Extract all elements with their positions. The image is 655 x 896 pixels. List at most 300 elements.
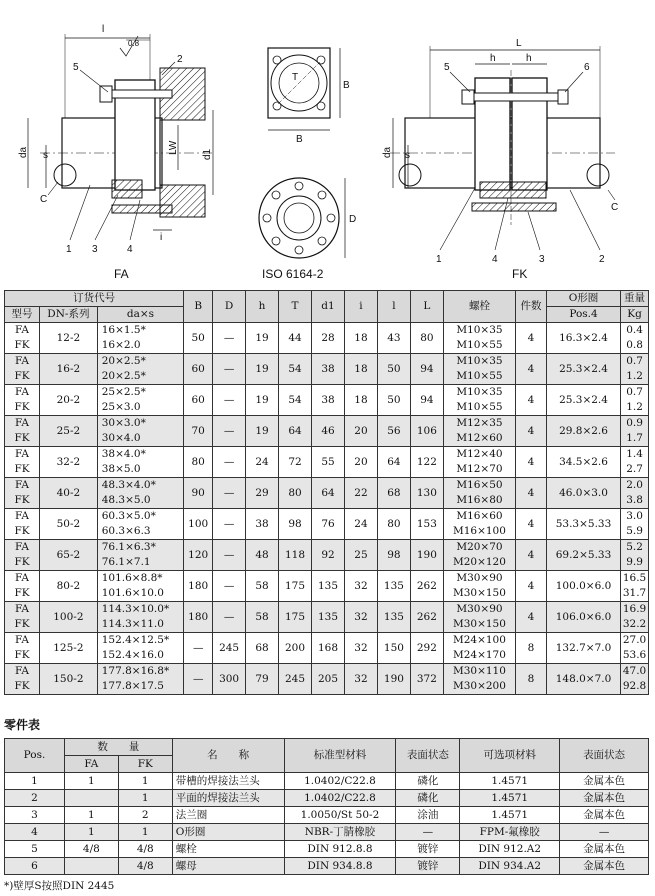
cell-bolt-value: M12×40 <box>456 448 503 460</box>
fk-caption: FK <box>512 267 528 281</box>
cell-d1 <box>312 633 345 664</box>
cell-type-value: FK <box>14 339 30 351</box>
cell-h <box>246 354 279 385</box>
cell-T-value: 54 <box>288 362 302 375</box>
fk-label-1: 1 <box>436 254 442 265</box>
cell-bolt-value: M20×120 <box>452 556 506 568</box>
parts-cell-material: 1.0402/C22.8 <box>284 773 396 790</box>
cell-bolt <box>443 602 515 633</box>
cell-bolt-value: M16×50 <box>456 479 503 491</box>
cell-kg <box>621 323 649 354</box>
cell-type-value: FA <box>15 386 29 398</box>
cell-B <box>184 633 213 664</box>
cell-i <box>344 323 377 354</box>
cell-oring <box>546 633 620 664</box>
cell-T <box>279 416 312 447</box>
cell-kg-value: 5.2 <box>626 541 643 553</box>
cell-i <box>344 571 377 602</box>
cell-daxs-value: 25×3.0 <box>101 401 141 413</box>
cell-D-value: — <box>223 424 235 437</box>
cell-D <box>213 602 246 633</box>
cell-dn <box>40 447 98 478</box>
cell-i-value: 32 <box>354 641 368 654</box>
parts-cell-material: DIN 934.8.8 <box>284 858 396 875</box>
cell-B-value: 100 <box>188 517 209 530</box>
table-row <box>5 841 649 858</box>
cell-L-value: 153 <box>416 517 437 530</box>
cell-L-value: 80 <box>420 331 434 344</box>
parts-cell-alt: 1.4571 <box>460 773 560 790</box>
cell-L <box>410 633 443 664</box>
fa-label-4: 4 <box>127 244 133 255</box>
cell-L <box>410 478 443 509</box>
table-row <box>5 571 649 602</box>
cell-daxs-value: 25×2.5* <box>101 386 146 398</box>
cell-kg-value: 0.4 <box>626 324 643 336</box>
cell-oring-value: 53.3×5.33 <box>555 517 612 530</box>
fa-label-angle: 0.8 <box>128 39 140 48</box>
cell-bolt <box>443 571 515 602</box>
cell-dn <box>40 664 98 695</box>
cell-daxs-value: 76.1×6.3* <box>101 541 156 553</box>
cell-T-value: 98 <box>288 517 302 530</box>
cell-l-value: 56 <box>387 424 401 437</box>
parts-cell-pos: 1 <box>5 773 65 790</box>
cell-type <box>5 323 40 354</box>
cell-i-value: 32 <box>354 579 368 592</box>
fa-label-2: 2 <box>177 54 183 65</box>
cell-bolt-value: M24×100 <box>452 634 506 646</box>
table-row <box>5 416 649 447</box>
cell-i <box>344 664 377 695</box>
cell-qty <box>516 664 547 695</box>
cell-h <box>246 447 279 478</box>
fk-label-5: 5 <box>444 62 450 73</box>
cell-T-value: 175 <box>285 610 306 623</box>
cell-qty-value: 4 <box>527 362 535 375</box>
cell-L <box>410 540 443 571</box>
cell-daxs <box>97 385 184 416</box>
cell-bolt-value: M10×55 <box>456 339 503 351</box>
parts-header-alt-material: 可选项材料 <box>460 739 560 773</box>
fa-label-i: i <box>160 232 163 243</box>
cell-B <box>184 664 213 695</box>
cell-i-value: 20 <box>354 424 368 437</box>
cell-kg <box>621 664 649 695</box>
parts-cell-pos: 3 <box>5 807 65 824</box>
parts-cell-surface: 镀锌 <box>396 841 460 858</box>
header-d1: d1 <box>312 291 345 323</box>
cell-B <box>184 478 213 509</box>
cell-kg-value: 2.7 <box>626 463 643 475</box>
cell-dn-value: 20-2 <box>56 393 81 406</box>
cell-B-value: — <box>192 641 204 654</box>
cell-daxs <box>97 633 184 664</box>
cell-D <box>213 633 246 664</box>
cell-dn-value: 25-2 <box>56 424 81 437</box>
cell-L-value: 106 <box>416 424 437 437</box>
cell-kg-value: 47.0 <box>622 665 647 677</box>
cell-bolt-value: M30×200 <box>452 680 506 692</box>
cell-T <box>279 633 312 664</box>
cell-oring <box>546 571 620 602</box>
header-type: 型号 <box>5 307 40 323</box>
cell-l-value: 150 <box>383 641 404 654</box>
cell-d1-value: 168 <box>317 641 339 654</box>
cell-dn-value: 16-2 <box>56 362 81 375</box>
cell-type <box>5 540 40 571</box>
cell-qty <box>516 509 547 540</box>
cell-kg-value: 0.9 <box>626 417 643 429</box>
parts-cell-alt_surface: 金属本色 <box>560 773 649 790</box>
cell-B-value: 120 <box>188 548 209 561</box>
cell-l <box>377 664 410 695</box>
cell-daxs-value: 76.1×7.1 <box>101 556 151 568</box>
cell-kg-value: 5.9 <box>626 525 643 537</box>
cell-daxs-value: 48.3×4.0* <box>101 479 156 491</box>
cell-type-value: FK <box>14 401 30 413</box>
cell-l-value: 98 <box>387 548 401 561</box>
cell-kg-value: 1.2 <box>626 370 643 382</box>
cell-D-value: — <box>223 579 235 592</box>
cell-dn-value: 40-2 <box>56 486 81 499</box>
cell-type-value: FA <box>15 448 29 460</box>
cell-l-value: 50 <box>387 393 401 406</box>
cell-daxs-value: 101.6×8.8* <box>101 572 163 584</box>
cell-kg-value: 9.9 <box>626 556 643 568</box>
cell-dn <box>40 323 98 354</box>
cell-daxs <box>97 509 184 540</box>
cell-bolt-value: M30×90 <box>456 572 503 584</box>
cell-oring <box>546 447 620 478</box>
cell-L <box>410 664 443 695</box>
cell-qty-value: 4 <box>527 393 535 406</box>
header-oring: O形圈 <box>546 291 620 307</box>
cell-l <box>377 323 410 354</box>
cell-h <box>246 478 279 509</box>
cell-T-value: 72 <box>288 455 302 468</box>
cell-qty <box>516 633 547 664</box>
parts-cell-pos: 6 <box>5 858 65 875</box>
cell-T-value: 54 <box>288 393 302 406</box>
cell-type <box>5 447 40 478</box>
cell-i-value: 32 <box>354 610 368 623</box>
cell-i-value: 22 <box>354 486 368 499</box>
cell-qty-value: 4 <box>527 517 535 530</box>
parts-cell-fa: 4/8 <box>64 841 118 858</box>
cell-dn <box>40 602 98 633</box>
iso-label-t: T <box>292 72 299 83</box>
cell-T-value: 200 <box>285 641 306 654</box>
cell-daxs-value: 101.6×10.0 <box>101 587 164 599</box>
parts-cell-alt: DIN 934.A2 <box>460 858 560 875</box>
cell-h-value: 29 <box>255 486 269 499</box>
header-order-code: 订货代号 <box>5 291 184 307</box>
cell-B <box>184 323 213 354</box>
cell-qty <box>516 447 547 478</box>
cell-h-value: 19 <box>255 331 269 344</box>
cell-d1-value: 46 <box>321 424 335 437</box>
cell-l <box>377 540 410 571</box>
cell-dn <box>40 509 98 540</box>
cell-B-value: 180 <box>188 610 209 623</box>
cell-T <box>279 664 312 695</box>
cell-oring-value: 25.3×2.4 <box>559 393 608 406</box>
header-bolt: 螺栓 <box>443 291 515 323</box>
table-row <box>5 354 649 385</box>
cell-B-value: 60 <box>191 393 205 406</box>
cell-i <box>344 385 377 416</box>
cell-daxs-value: 177.8×17.5 <box>101 680 164 692</box>
cell-L <box>410 602 443 633</box>
cell-l-value: 64 <box>387 455 401 468</box>
cell-d1-value: 38 <box>321 393 335 406</box>
cell-qty-value: 8 <box>527 641 535 654</box>
fk-drawing <box>382 38 618 281</box>
cell-d1 <box>312 540 345 571</box>
cell-d1 <box>312 602 345 633</box>
parts-cell-surface: 涂油 <box>396 807 460 824</box>
cell-D-value: — <box>223 362 235 375</box>
cell-type <box>5 664 40 695</box>
cell-i-value: 18 <box>354 331 368 344</box>
cell-type-value: FA <box>15 603 29 615</box>
cell-l-value: 190 <box>383 672 404 685</box>
cell-D <box>213 385 246 416</box>
cell-bolt-value: M16×60 <box>456 510 503 522</box>
cell-kg-value: 3.0 <box>626 510 643 522</box>
cell-T <box>279 478 312 509</box>
cell-kg <box>621 602 649 633</box>
parts-cell-surface: 磷化 <box>396 790 460 807</box>
cell-h <box>246 323 279 354</box>
cell-daxs-value: 20×2.5* <box>101 370 146 382</box>
cell-bolt-value: M10×35 <box>456 355 503 367</box>
table-row <box>5 323 649 354</box>
cell-T <box>279 354 312 385</box>
cell-bolt-value: M12×35 <box>456 417 503 429</box>
cell-T-value: 118 <box>285 548 306 561</box>
cell-h-value: 38 <box>255 517 269 530</box>
header-dn: DN-系列 <box>40 307 98 323</box>
cell-D <box>213 664 246 695</box>
cell-daxs-value: 114.3×11.0 <box>101 618 164 630</box>
cell-oring <box>546 323 620 354</box>
cell-oring-value: 16.3×2.4 <box>559 331 608 344</box>
cell-kg <box>621 633 649 664</box>
table-row <box>5 824 649 841</box>
cell-d1 <box>312 354 345 385</box>
fk-label-3: 3 <box>539 254 545 265</box>
cell-daxs-value: 60.3×6.3 <box>101 525 151 537</box>
cell-i <box>344 509 377 540</box>
fa-label-s: s <box>43 150 48 161</box>
parts-list-title: 零件表 <box>4 718 41 732</box>
cell-i <box>344 447 377 478</box>
cell-i-value: 18 <box>354 362 368 375</box>
cell-l-value: 135 <box>383 579 404 592</box>
header-D: D <box>213 291 246 323</box>
cell-oring-value: 34.5×2.6 <box>559 455 608 468</box>
parts-cell-surface: 镀锌 <box>396 858 460 875</box>
cell-type-value: FA <box>15 355 29 367</box>
cell-D-value: 300 <box>219 672 240 685</box>
fk-label-s: s <box>405 150 410 161</box>
cell-d1 <box>312 416 345 447</box>
cell-T <box>279 602 312 633</box>
parts-header-surface: 表面状态 <box>396 739 460 773</box>
cell-type-value: FK <box>14 649 30 661</box>
cell-L <box>410 416 443 447</box>
parts-cell-fk: 4/8 <box>118 841 172 858</box>
cell-type-value: FA <box>15 324 29 336</box>
cell-oring <box>546 509 620 540</box>
table-row <box>5 858 649 875</box>
cell-oring <box>546 540 620 571</box>
cell-type-value: FA <box>15 634 29 646</box>
fa-label-3: 3 <box>92 244 98 255</box>
cell-bolt-value: M12×60 <box>456 432 503 444</box>
header-T: T <box>279 291 312 323</box>
parts-cell-pos: 2 <box>5 790 65 807</box>
cell-bolt <box>443 478 515 509</box>
cell-h-value: 48 <box>255 548 269 561</box>
parts-cell-alt: 1.4571 <box>460 790 560 807</box>
cell-h <box>246 416 279 447</box>
cell-l <box>377 447 410 478</box>
cell-h-value: 19 <box>255 393 269 406</box>
cell-T <box>279 540 312 571</box>
fa-label-5: 5 <box>73 62 79 73</box>
cell-D <box>213 323 246 354</box>
cell-bolt <box>443 664 515 695</box>
cell-T <box>279 447 312 478</box>
cell-kg <box>621 571 649 602</box>
cell-h-value: 19 <box>255 424 269 437</box>
cell-i-value: 18 <box>354 393 368 406</box>
cell-bolt-value: M30×150 <box>452 618 506 630</box>
parts-cell-name: 螺栓 <box>172 841 284 858</box>
cell-kg-value: 0.7 <box>626 355 643 367</box>
cell-oring <box>546 602 620 633</box>
cell-bolt <box>443 323 515 354</box>
cell-T-value: 80 <box>288 486 302 499</box>
cell-bolt-value: M30×110 <box>452 665 506 677</box>
cell-l-value: 50 <box>387 362 401 375</box>
fa-label-1: 1 <box>66 244 72 255</box>
cell-h-value: 19 <box>255 362 269 375</box>
cell-oring-value: 106.0×6.0 <box>555 610 612 623</box>
parts-cell-alt_surface: 金属本色 <box>560 841 649 858</box>
cell-dn-value: 80-2 <box>56 579 81 592</box>
header-weight: 重量 <box>621 291 649 307</box>
cell-dn <box>40 478 98 509</box>
cell-type-value: FA <box>15 541 29 553</box>
parts-header-qty: 数 量 <box>64 739 172 756</box>
fa-label-c: C <box>40 194 48 205</box>
cell-i-value: 32 <box>354 672 368 685</box>
cell-qty <box>516 540 547 571</box>
cell-D-value: — <box>223 610 235 623</box>
cell-type <box>5 633 40 664</box>
cell-l <box>377 602 410 633</box>
header-l: l <box>377 291 410 323</box>
cell-qty <box>516 571 547 602</box>
cell-kg-value: 31.7 <box>622 587 647 599</box>
cell-oring-value: 148.0×7.0 <box>555 672 612 685</box>
cell-daxs <box>97 602 184 633</box>
parts-cell-alt_surface: 金属本色 <box>560 807 649 824</box>
cell-daxs-value: 38×5.0 <box>101 463 141 475</box>
cell-dn-value: 50-2 <box>56 517 81 530</box>
cell-i <box>344 354 377 385</box>
cell-T-value: 64 <box>288 424 302 437</box>
cell-bolt <box>443 633 515 664</box>
cell-B <box>184 540 213 571</box>
iso-label-b-bottom: B <box>296 134 303 145</box>
fa-label-d1: d1 <box>202 148 213 160</box>
table-row <box>5 385 649 416</box>
cell-oring-value: 46.0×3.0 <box>559 486 608 499</box>
cell-d1-value: 135 <box>317 579 339 592</box>
cell-i <box>344 416 377 447</box>
cell-daxs-value: 114.3×10.0* <box>101 603 170 615</box>
cell-dn <box>40 571 98 602</box>
cell-type-value: FA <box>15 510 29 522</box>
cell-l-value: 43 <box>387 331 401 344</box>
cell-dn <box>40 633 98 664</box>
header-h: h <box>246 291 279 323</box>
cell-type <box>5 571 40 602</box>
cell-bolt-value: M10×55 <box>456 401 503 413</box>
cell-h <box>246 540 279 571</box>
cell-D <box>213 571 246 602</box>
cell-L-value: 292 <box>416 641 437 654</box>
cell-bolt-value: M10×35 <box>456 386 503 398</box>
cell-oring-value: 29.8×2.6 <box>559 424 608 437</box>
parts-cell-alt: 1.4571 <box>460 807 560 824</box>
parts-cell-name: O形圈 <box>172 824 284 841</box>
cell-type-value: FK <box>14 587 30 599</box>
cell-h <box>246 602 279 633</box>
cell-D <box>213 478 246 509</box>
cell-bolt <box>443 447 515 478</box>
cell-h-value: 79 <box>255 672 269 685</box>
parts-header-material: 标准型材料 <box>284 739 396 773</box>
cell-D-value: — <box>223 548 235 561</box>
cell-bolt <box>443 509 515 540</box>
table-row <box>5 478 649 509</box>
cell-D-value: — <box>223 455 235 468</box>
cell-B <box>184 509 213 540</box>
cell-bolt-value: M10×35 <box>456 324 503 336</box>
cell-kg-value: 32.2 <box>622 618 647 630</box>
cell-i-value: 25 <box>354 548 368 561</box>
parts-cell-surface: — <box>396 824 460 841</box>
cell-D-value: — <box>223 331 235 344</box>
cell-B-value: — <box>192 672 204 685</box>
cell-bolt-value: M20×70 <box>456 541 503 553</box>
cell-B-value: 90 <box>191 486 205 499</box>
fk-label-da: da <box>382 146 393 158</box>
iso-label-b-side: B <box>343 80 350 91</box>
cell-L <box>410 323 443 354</box>
cell-daxs-value: 16×2.0 <box>101 339 141 351</box>
iso-drawing <box>259 48 356 281</box>
cell-d1 <box>312 571 345 602</box>
cell-kg <box>621 416 649 447</box>
header-B: B <box>184 291 213 323</box>
